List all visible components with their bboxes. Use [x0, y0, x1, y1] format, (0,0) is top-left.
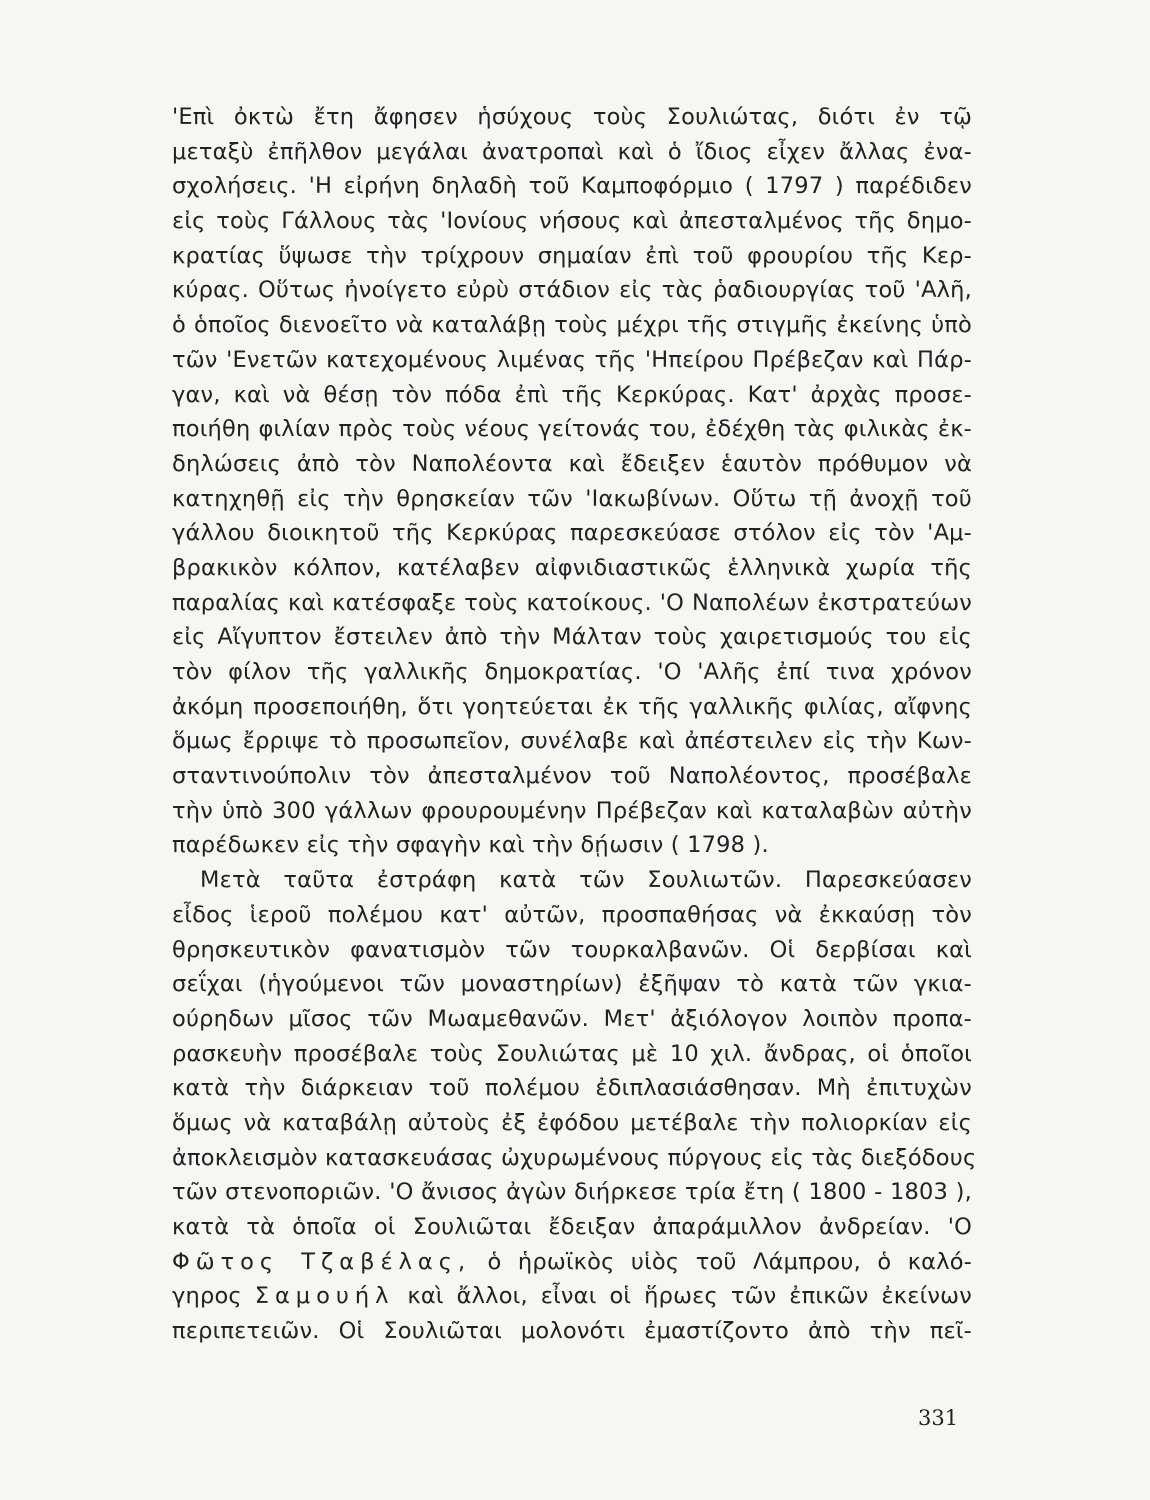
text-segment: καὶ ἄλλοι, εἶναι οἱ ἥρωες τῶν ἐπικῶν ἐκείνων	[394, 1283, 972, 1310]
spaced-name-tsavelas: Φῶτος Τζαβέλας,	[172, 1248, 472, 1275]
text-line: τῶν 'Ενετῶν κατεχομένους λιμένας τῆς 'Ηπείρου Πρέβεζαν καὶ Πάρ-	[172, 346, 972, 373]
text-line: κατηχηθῇ εἰς τὴν θρησκείαν τῶν 'Ιακωβίνων. Οὕτω τῇ ἀνοχῇ τοῦ	[172, 485, 972, 512]
text-line: τῶν στενοποριῶν. 'Ο ἄνισος ἀγὼν διήρκεσε τρία ἔτη ( 1800 - 1803 ),	[172, 1179, 972, 1206]
text-line: γαν, καὶ νὰ θέσῃ τὸν πόδα ἐπὶ τῆς Κερκύρας. Κατ' ἀρχὰς προσε-	[172, 381, 972, 408]
text-line: βρακικὸν κόλπον, κατέλαβεν αἰφνιδιαστικῶς ἑλληνικὰ χωρία τῆς	[172, 554, 972, 581]
text-line: σχολήσεις. 'Η εἰρήνη δηλαδὴ τοῦ Καμποφόρμιο ( 1797 ) παρέδιδεν	[172, 173, 972, 200]
spaced-name-samouil: Σαμουήλ	[254, 1283, 395, 1310]
text-line: εἰς Αἴγυπτον ἔστειλεν ἀπὸ τὴν Μάλταν τοὺς χαιρετισμούς του εἰς	[172, 624, 972, 651]
text-line: δηλώσεις ἀπὸ τὸν Ναπολέοντα καὶ ἔδειξεν ἑαυτὸν πρόθυμον νὰ	[172, 450, 972, 477]
text-line	[172, 1245, 972, 1280]
body-text	[172, 100, 977, 1349]
text-line: ποιήθη φιλίαν πρὸς τοὺς νέους γείτονάς του, ἐδέχθη τὰς φιλικὰς ἐκ-	[172, 416, 972, 443]
text-line: παρέδωκεν εἰς τὴν σφαγὴν καὶ τὴν δῄωσιν ( 1798 ).	[172, 832, 769, 859]
text-segment: ὁ ἡρωϊκὸς υἱὸς τοῦ Λάμπρου, ὁ καλό-	[471, 1248, 972, 1275]
text-line: κατὰ τὴν διάρκειαν τοῦ πολέμου ἐδιπλασιάσθησαν. Μὴ ἐπιτυχὼν	[172, 1075, 972, 1102]
text-line: ὅμως ἔρριψε τὸ προσωπεῖον, συνέλαβε καὶ ἀπέστειλεν εἰς τὴν Κων-	[172, 728, 972, 755]
text-line: ρασκευὴν προσέβαλε τοὺς Σουλιώτας μὲ 10 χιλ. ἄνδρας, οἱ ὁποῖοι	[172, 1040, 972, 1067]
text-line: εἶδος ἱεροῦ πολέμου κατ' αὐτῶν, προσπαθήσας νὰ ἐκκαύσῃ τὸν	[172, 901, 972, 928]
text-line: κρατίας ὕψωσε τὴν τρίχρουν σημαίαν ἐπὶ τοῦ φρουρίου τῆς Κερ-	[172, 242, 972, 269]
text-line: κατὰ τὰ ὁποῖα οἱ Σουλιῶται ἔδειξαν ἀπαράμιλλον ἀνδρείαν. 'Ο	[172, 1214, 972, 1240]
text-line: παραλίας καὶ κατέσφαξε τοὺς κατοίκους. 'Ο Ναπολέων ἐκστρατεύων	[172, 589, 972, 616]
text-line: ὅμως νὰ καταβάλῃ αὐτοὺς ἐξ ἐφόδου μετέβαλε τὴν πολιορκίαν εἰς	[172, 1109, 972, 1136]
text-line	[172, 1279, 972, 1314]
text-line: μεταξὺ ἐπῆλθον μεγάλαι ἀνατροπαὶ καὶ ὁ ἴδιος εἶχεν ἄλλας ἐνα-	[172, 138, 972, 165]
paragraph-1	[172, 100, 972, 863]
text-line: ὁ ὁποῖος διενοεῖτο νὰ καταλάβῃ τοὺς μέχρι τῆς στιγμῆς ἐκείνης ὑπὸ	[172, 312, 972, 339]
text-line: 'Επὶ ὀκτὼ ἔτη ἄφησεν ἡσύχους τοὺς Σουλιώτας, διότι ἐν τῷ	[172, 104, 972, 130]
text-line: κύρας. Οὕτως ἠνοίγετο εὐρὺ στάδιον εἰς τὰς ῥαδιουργίας τοῦ 'Αλῆ,	[172, 277, 972, 304]
text-line: ούρηδων μῖσος τῶν Μωαμεθανῶν. Μετ' ἀξιόλογον λοιπὸν προπα-	[172, 1005, 972, 1032]
text-line: Μετὰ ταῦτα ἐστράφη κατὰ τῶν Σουλιωτῶν. Παρεσκεύασεν	[200, 867, 972, 894]
text-line: σταντινούπολιν τὸν ἀπεσταλμένον τοῦ Ναπολέοντος, προσέβαλε	[172, 763, 972, 790]
paragraph-2	[172, 863, 977, 1349]
text-line: ἀποκλεισμὸν κατασκευάσας ὠχυρωμένους πύργους εἰς τὰς διεξόδους	[172, 1144, 977, 1171]
text-line: τὴν ὑπὸ 300 γάλλων φρουρουμένην Πρέβεζαν καὶ καταλαβὼν αὐτὴν	[172, 797, 972, 824]
text-segment: γηρος	[172, 1283, 255, 1310]
text-line: περιπετειῶν. Οἱ Σουλιῶται μολονότι ἐμαστίζοντο ἀπὸ τὴν πεῖ-	[172, 1318, 972, 1345]
text-line: τὸν φίλον τῆς γαλλικῆς δημοκρατίας. 'Ο 'Αλῆς ἐπί τινα χρόνον	[172, 659, 972, 685]
text-line: γάλλου διοικητοῦ τῆς Κερκύρας παρεσκεύασε στόλον εἰς τὸν 'Αμ-	[172, 520, 972, 547]
text-line: ἀκόμη προσεποιήθη, ὅτι γοητεύεται ἐκ τῆς γαλλικῆς φιλίας, αἴφνης	[172, 693, 972, 720]
text-line: θρησκευτικὸν φανατισμὸν τῶν τουρκαλβανῶν. Οἱ δερβίσαι καὶ	[172, 936, 972, 963]
page-number: 331	[918, 1406, 959, 1430]
text-line: εἰς τοὺς Γάλλους τὰς 'Ιονίους νήσους καὶ ἀπεσταλμένος τῆς δημο-	[172, 208, 972, 235]
text-line: σεΐχαι (ἡγούμενοι τῶν μοναστηρίων) ἐξῆψαν τὸ κατὰ τῶν γκια-	[172, 971, 972, 998]
